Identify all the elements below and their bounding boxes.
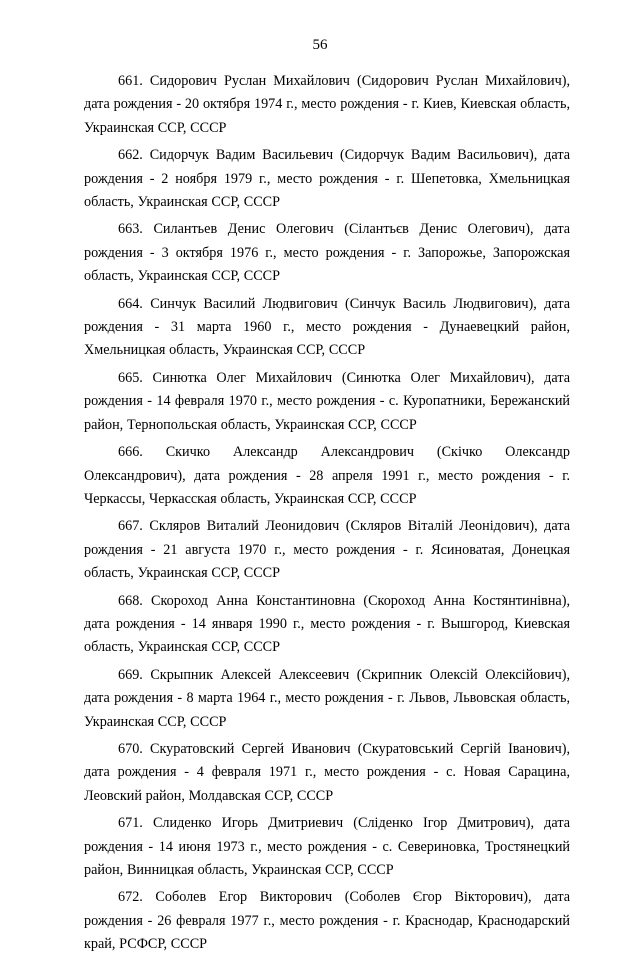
page-number: 56	[312, 37, 328, 53]
list-item: 669. Скрыпник Алексей Алексеевич (Скрипник Олексій Олексійович), дата рождения - 8 марта 1964 г., место рождения - г. Львов, Львовская область, Украинская ССР, СССР	[84, 666, 570, 730]
list-item: 671. Слиденко Игорь Дмитриевич (Сліденко Ігор Дмитрович), дата рождения - 14 июня 1973 г., место рождения - с. Севериновка, Тростянецкий район, Винницкая область, Украинская ССР, СССР	[84, 815, 570, 878]
list-item: 667. Скляров Виталий Леонидович (Скляров Віталій Леонідович), дата рождения - 21 августа 1970 г., место рождения - г. Ясиноватая, Донецкая область, Украинская ССР, СССР	[84, 518, 570, 582]
list-item: 668. Скороход Анна Константиновна (Скороход Анна Костянтинівна), дата рождения - 14 января 1990 г., место рождения - г. Вышгород, Киевская область, Украинская ССР, СССР	[84, 592, 570, 656]
list-item: 663. Силантьев Денис Олегович (Сілантьєв Денис Олегович), дата рождения - 3 октября 1976 г., место рождения - г. Запорожье, Запорожская область, Украинская ССР, СССР	[84, 221, 570, 285]
person-list	[84, 70, 570, 961]
list-item: 662. Сидорчук Вадим Васильевич (Сидорчук Вадим Васильович), дата рождения - 2 ноября 1979 г., место рождения - г. Шепетовка, Хмельницкая область, Украинская ССР, СССР	[84, 147, 570, 211]
list-item: 665. Синютка Олег Михайлович (Синютка Олег Михайлович), дата рождения - 14 февраля 1970 г., место рождения - с. Куропатники, Бережанский район, Тернопольская область, Украинская ССР, СССР	[84, 369, 570, 433]
list-item: 672. Соболев Егор Викторович (Соболев Єгор Вікторович), дата рождения - 26 февраля 1977 г., место рождения - г. Краснодар, Краснодарский край, РСФСР, СССР	[84, 889, 570, 953]
list-item: 666. Скичко Александр Александрович (Скічко Олександр Олександрович), дата рождения - 28 апреля 1991 г., место рождения - г. Черкассы, Черкасская область, Украинская ССР, СССР	[84, 444, 570, 507]
list-item: 661. Сидорович Руслан Михайлович (Сидорович Руслан Михайлович), дата рождения - 20 октября 1974 г., место рождения - г. Киев, Киевская область, Украинская ССР, СССР	[84, 73, 570, 136]
list-item: 670. Скуратовский Сергей Иванович (Скуратовський Сергій Іванович), дата рождения - 4 февраля 1971 г., место рождения - с. Новая Сарацина, Леовский район, Молдавская ССР, СССР	[84, 740, 570, 804]
list-item: 664. Синчук Василий Людвигович (Синчук Василь Людвигович), дата рождения - 31 марта 1960 г., место рождения - Дунаевецкий район, Хмельницкая область, Украинская ССР, СССР	[84, 295, 570, 359]
